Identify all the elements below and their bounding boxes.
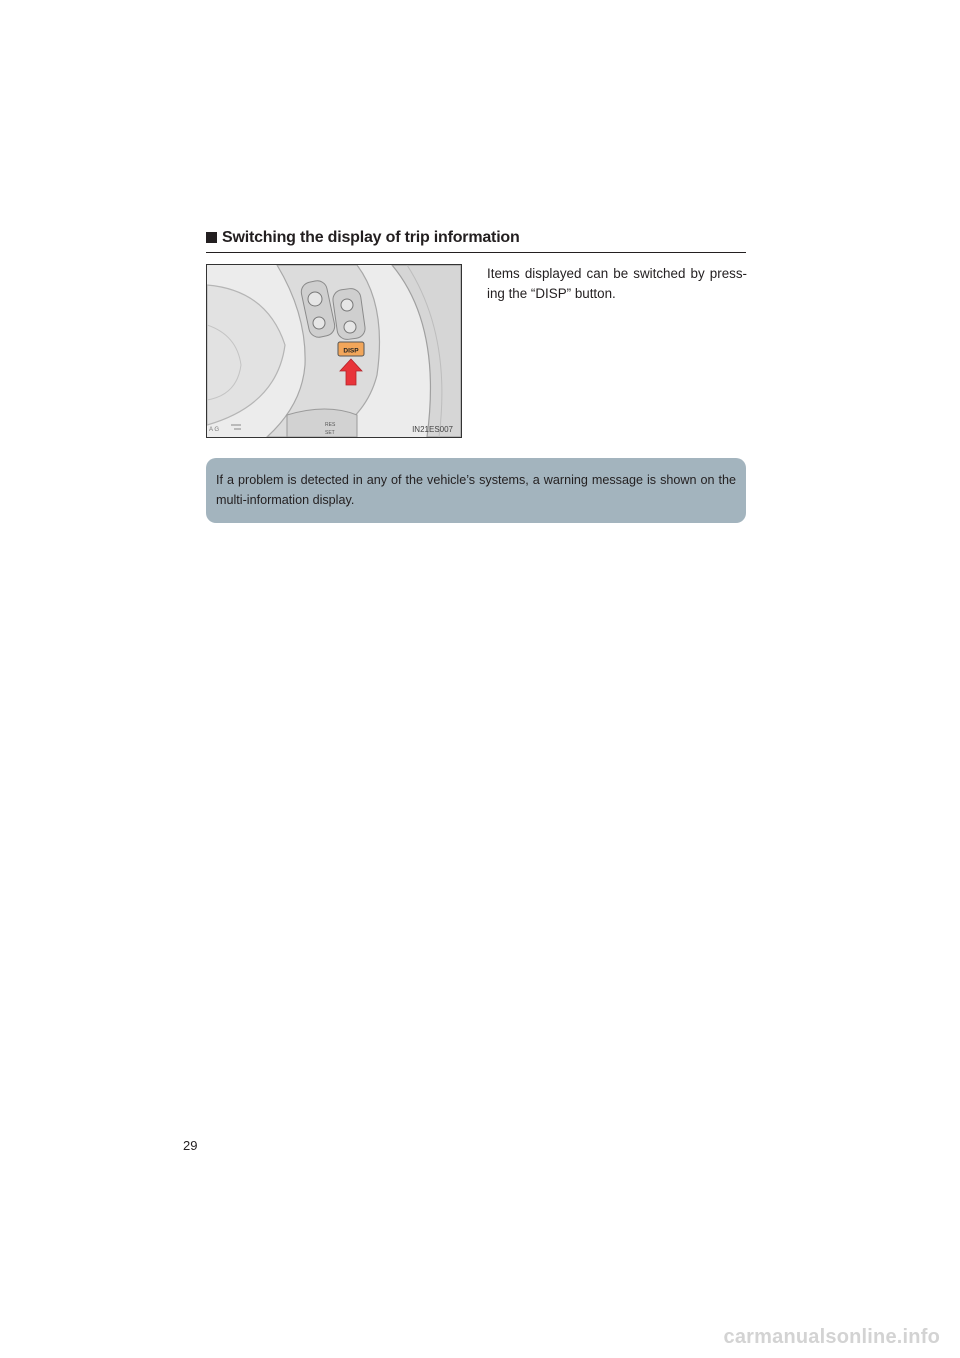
section-title: Switching the display of trip information bbox=[222, 229, 520, 246]
body-paragraph: Items displayed can be switched by press-ing the “DISP” button. bbox=[487, 266, 747, 301]
disp-button-label: DISP bbox=[343, 347, 359, 355]
cruise-control-stalk bbox=[287, 409, 357, 437]
steering-wheel-illustration bbox=[206, 264, 462, 438]
heading-bullet-icon bbox=[206, 232, 217, 243]
svg-text:RES: RES bbox=[325, 422, 336, 428]
page-number: 29 bbox=[183, 1138, 198, 1153]
corner-marking: A G bbox=[209, 427, 220, 433]
figure-code: IN21ES007 bbox=[412, 425, 453, 434]
svg-text:SET: SET bbox=[325, 430, 335, 436]
section-heading bbox=[206, 229, 746, 253]
note-box: If a problem is detected in any of the vehicle’s systems, a warning message is shown on the multi-information display. bbox=[206, 458, 746, 523]
watermark: carmanualsonline.info bbox=[723, 1326, 940, 1348]
